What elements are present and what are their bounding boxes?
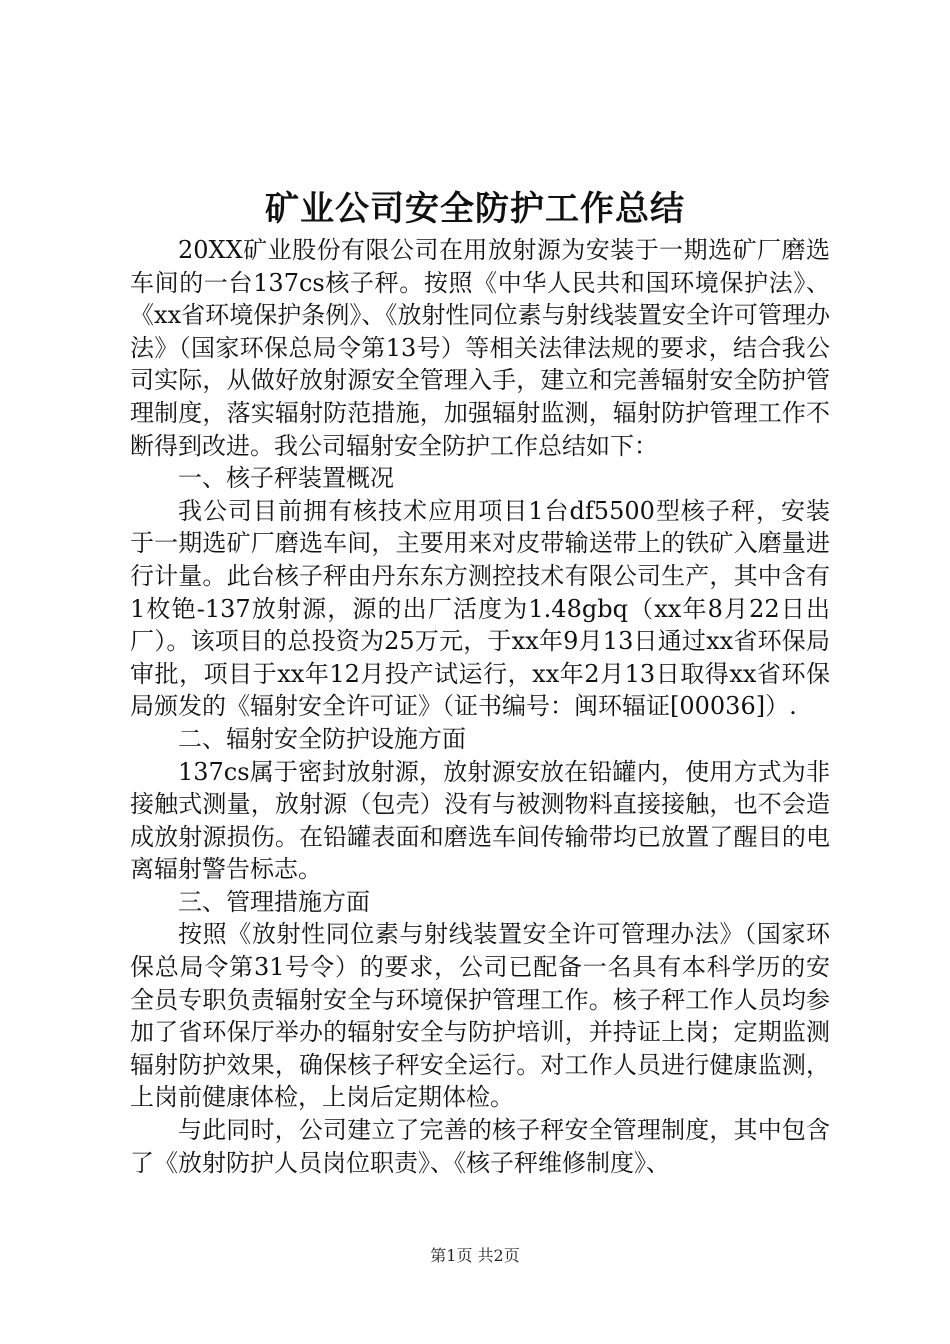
paragraph-management-measures: 按照《放射性同位素与射线装置安全许可管理办法》（国家环保总局令第31号令）的要求，公司已配备一名具有本科学历的安全员专职负责辐射安全与环境保护管理工作。核子秤工作人员均参加了省环保厅举办的辐射安全与防护培训，并持证上岗；定期监测辐射防护效果，确保核子秤安全运行。对工作人员进行健康监测，上岗前健康体检，上岗后定期体检。 <box>130 920 830 1112</box>
document-body <box>130 234 830 1179</box>
page-number-footer: 第1页 共2页 <box>430 1246 520 1265</box>
document-title: 矿业公司安全防护工作总结 <box>265 189 685 229</box>
paragraph-safety-system: 与此同时，公司建立了完善的核子秤安全管理制度，其中包含了《放射防护人员岗位职责》、《核子秤维修制度》、 <box>130 1116 830 1177</box>
section-heading-2: 二、辐射安全防护设施方面 <box>178 724 466 753</box>
paragraph-device-overview: 我公司目前拥有核技术应用项目1台df5500型核子秤，安装于一期选矿厂磨选车间，主要用来对皮带输送带上的铁矿入磨量进行计量。此台核子秤由丹东东方测控技术有限公司生产，其中含有1枚铯-137放射源，源的出厂活度为1.48gbq（xx年8月22日出厂）。该项目的总投资为25万元，于xx年9月13日通过xx省环保局审批，项目于xx年12月投产试运行，xx年2月13日取得xx省环保局颁发的《辐射安全许可证》（证书编号：闽环辐证[00036]）. <box>130 496 830 721</box>
paragraph-intro: 20XX矿业股份有限公司在用放射源为安装于一期选矿厂磨选车间的一台137cs核子秤。按照《中华人民共和国环境保护法》、《xx省环境保护条例》、《放射性同位素与射线装置安全许可管理办法》（国家环保总局令第13号）等相关法律法规的要求，结合我公司实际，从做好放射源安全管理入手，建立和完善辐射安全防护管理制度，落实辐射防范措施，加强辐射监测，辐射防护管理工作不断得到改进。我公司辐射安全防护工作总结如下： <box>130 236 830 460</box>
section-heading-1: 一、核子秤装置概况 <box>178 464 394 493</box>
section-heading-3: 三、管理措施方面 <box>178 887 370 916</box>
paragraph-protection-facilities: 137cs属于密封放射源，放射源安放在铅罐内，使用方式为非接触式测量，放射源（包壳）没有与被测物料直接接触，也不会造成放射源损伤。在铅罐表面和磨选车间传输带均已放置了醒目的电离辐射警告标志。 <box>130 757 830 884</box>
